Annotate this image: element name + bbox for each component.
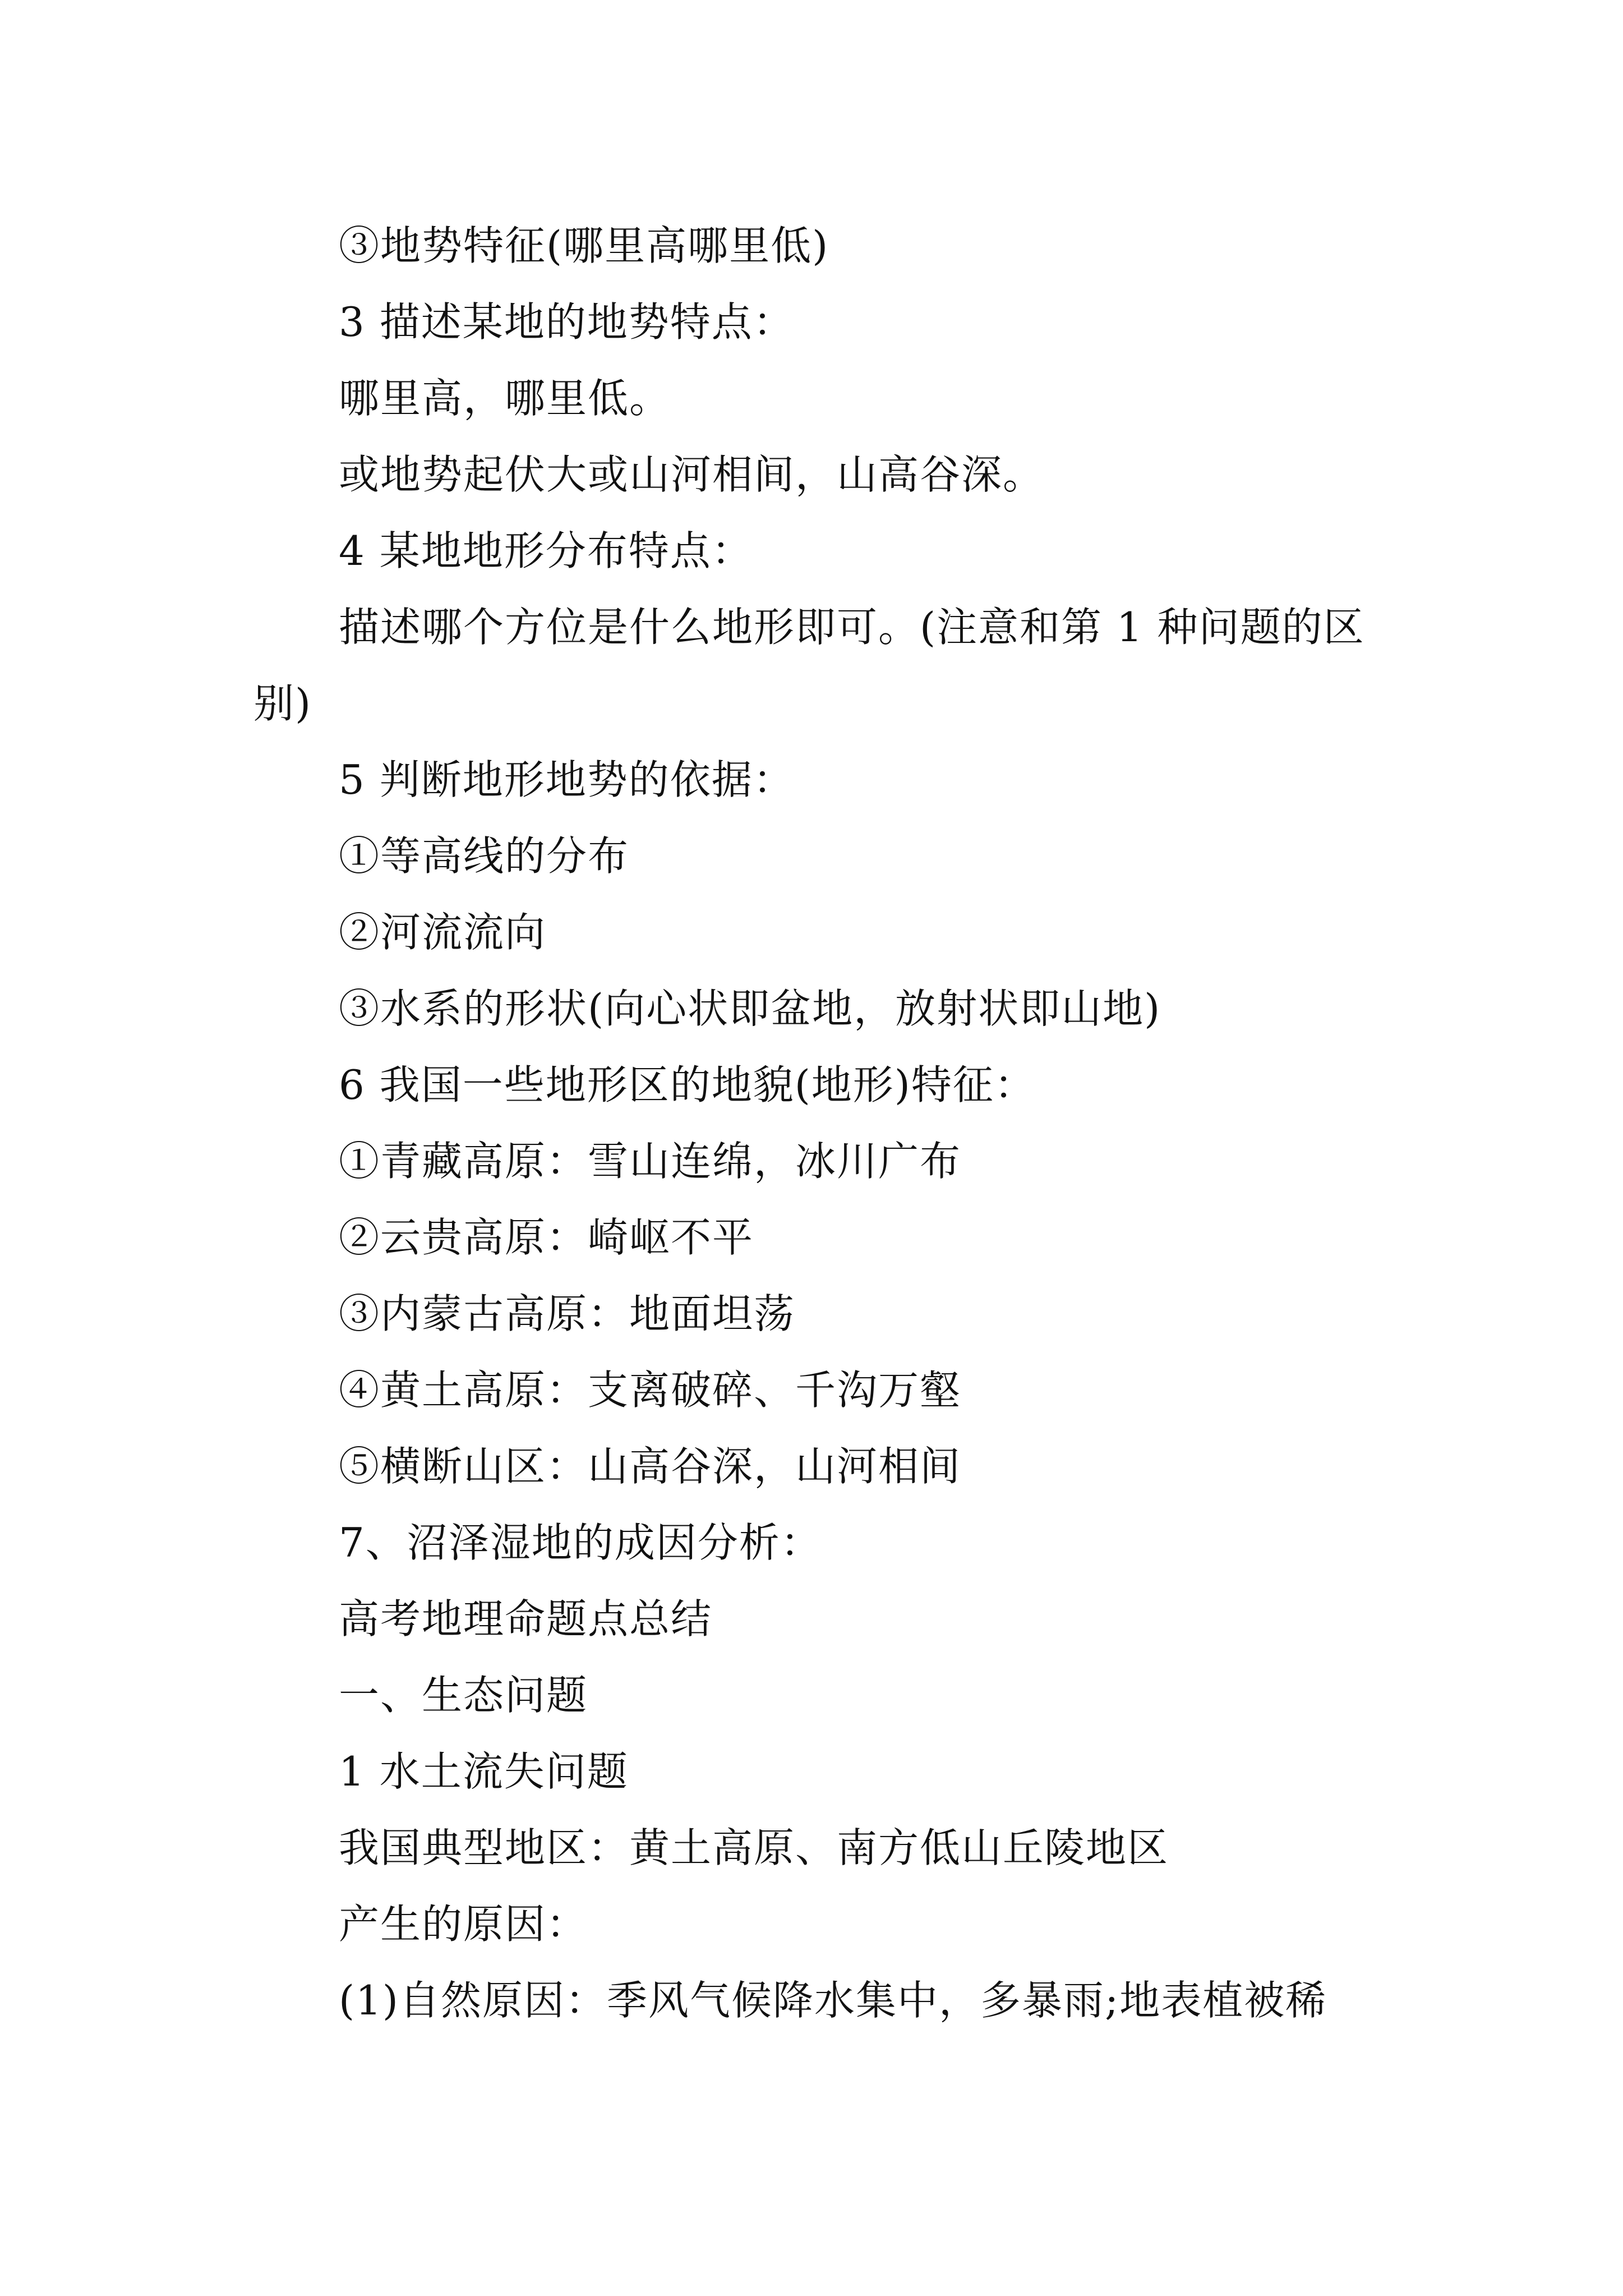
paragraph: 我国典型地区：黄土高原、南方低山丘陵地区: [339, 1824, 1169, 1871]
paragraph: 1 水土流失问题: [339, 1748, 629, 1795]
paragraph: ③地势特征(哪里高哪里低): [339, 222, 829, 269]
paragraph: 产生的原因：: [339, 1901, 588, 1948]
paragraph: 描述哪个方位是什么地形即可。(注意和第 1 种问题的区别): [253, 604, 1365, 727]
paragraph: 6 我国一些地形区的地貌(地形)特征：: [339, 1061, 1036, 1108]
paragraph: 4 某地地形分布特点：: [339, 527, 753, 574]
paragraph: ④黄土高原：支离破碎、千沟万壑: [339, 1366, 962, 1414]
paragraph: ①青藏高原：雪山连绵，冰川广布: [339, 1138, 962, 1185]
paragraph: ③水系的形状(向心状即盆地，放射状即山地): [339, 985, 1161, 1032]
section-heading: 高考地理命题点总结: [339, 1595, 713, 1642]
paragraph: 5 判断地形地势的依据：: [339, 756, 795, 803]
paragraph: ①等高线的分布: [339, 832, 630, 880]
paragraph: ③内蒙古高原：地面坦荡: [339, 1290, 796, 1337]
paragraph: 7、沼泽湿地的成因分析：: [339, 1519, 822, 1566]
paragraph: 一、生态问题: [339, 1672, 588, 1719]
paragraph: 3 描述某地的地势特点：: [339, 298, 795, 346]
document-body: [253, 208, 1386, 2039]
paragraph: (1)自然原因：季风气候降水集中，多暴雨;地表植被稀: [339, 1977, 1327, 2024]
paragraph: 或地势起伏大或山河相间，山高谷深。: [339, 451, 1045, 498]
paragraph: ②云贵高原：崎岖不平: [339, 1214, 754, 1261]
paragraph: ②河流流向: [339, 909, 547, 956]
paragraph: 哪里高，哪里低。: [339, 375, 671, 422]
paragraph: ⑤横断山区：山高谷深，山河相间: [339, 1443, 962, 1490]
